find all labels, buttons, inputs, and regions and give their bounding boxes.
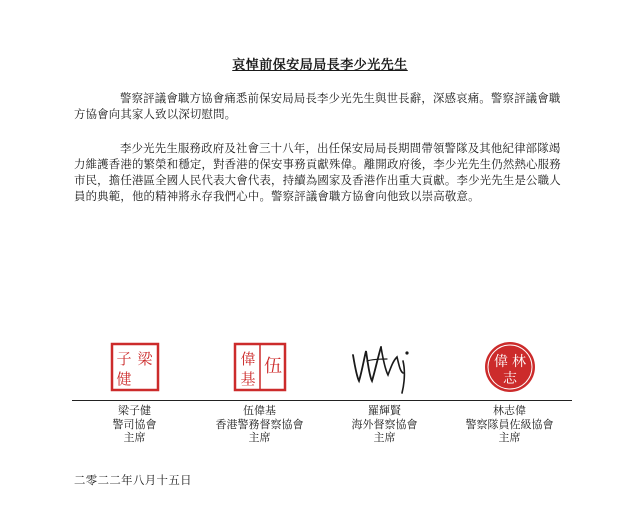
seal-4-char-c: 志 [502,371,517,387]
signatory-2-org: 香港警務督察協會 [215,417,304,431]
signature-line-3 [322,400,447,401]
signatory-4-role: 主席 [498,431,521,444]
square-seal-2 [233,342,287,392]
paragraph-tribute: 李少光先生服務政府及社會三十八年，出任保安局局長期間帶領警隊及其他紀律部隊竭力維護香港的繁榮和穩定，對香港的保安事務貢獻殊偉。離開政府後，李少光先生仍然熱心服務市民，擔任港區全國人民代表大會代表，持續為國家及香港作出重大貢獻。李少光先生是公職人員的典範，他的精神將永存我們心中。警察評議會職方協會向他致以崇高敬意。 [74,141,561,203]
signatory-2-name: 伍偉基 [243,404,276,417]
signatory-2-role: 主席 [248,431,271,444]
seal-2-char-c: 基 [239,370,256,388]
signatory-1-name: 梁子健 [118,404,151,417]
signature-line-1 [72,400,197,401]
signature-line-4 [447,400,572,401]
seal-2-char-b: 伍 [263,356,282,377]
signatory-3-role: 主席 [373,431,396,444]
signatory-3-org: 海外督察協會 [351,417,418,431]
document-title: 哀悼前保安局局長李少光先生 [232,58,408,73]
signatory-4-org: 警察隊員佐級協會 [465,417,554,431]
signatory-3-name: 羅輝賢 [368,404,401,417]
seal-4-char-a: 偉 [493,354,508,370]
signatory-1-role: 主席 [123,431,146,444]
document-date: 二零二二年八月十五日 [74,473,192,487]
signatory-3 [322,335,447,445]
seal-2-char-a: 偉 [239,350,256,368]
square-seal-1 [110,342,160,392]
handwritten-signature-3 [345,337,425,397]
seal-1-char-c: 健 [115,370,132,388]
signatory-2 [197,335,322,445]
signatory-1 [72,335,197,445]
paragraph-condolence: 警察評議會職方協會痛悉前保安局局長李少光先生與世長辭，深感哀痛。警察評議會職方協會向其家人致以深切慰問。 [74,91,561,121]
signature-line-2 [197,400,322,401]
signatory-4 [447,335,572,445]
signatory-4-name: 林志偉 [493,404,526,417]
signatures-row [72,335,572,445]
seal-4-char-b: 林 [511,354,526,370]
round-seal-4 [483,340,537,394]
seal-1-char-b: 梁 [136,350,153,368]
seal-1-char-a: 子 [115,350,132,368]
signatory-1-org: 警司協會 [112,417,157,431]
